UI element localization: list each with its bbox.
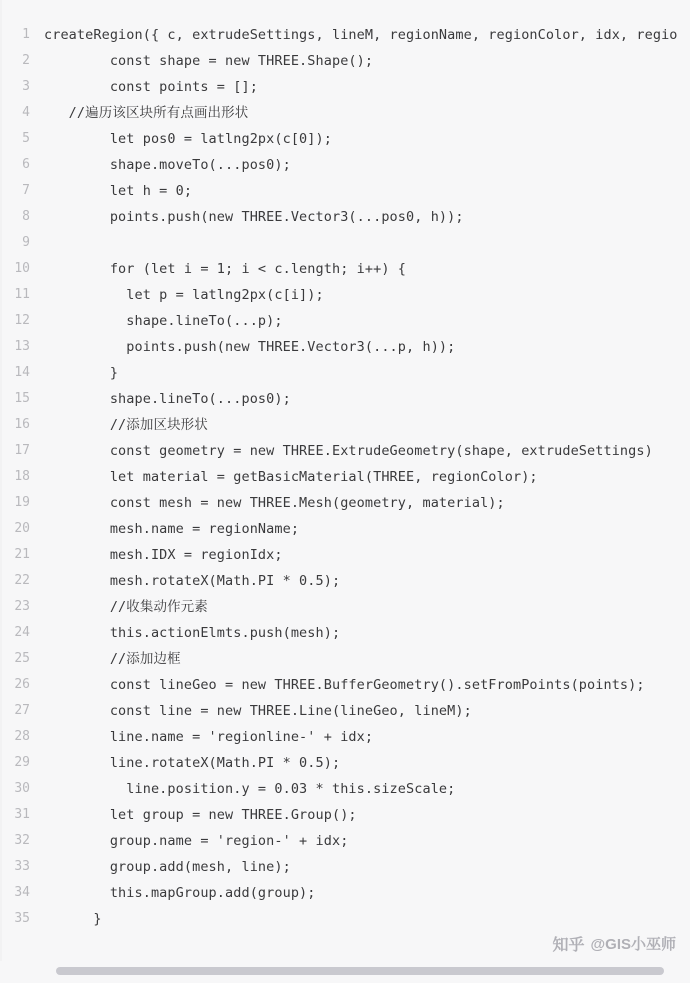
line-content: let material = getBasicMaterial(THREE, regionColor); bbox=[44, 469, 538, 485]
line-number: 14 bbox=[14, 365, 30, 380]
line-number: 32 bbox=[14, 833, 30, 848]
line-number: 18 bbox=[14, 469, 30, 484]
line-number: 28 bbox=[14, 729, 30, 744]
line-content: let pos0 = latlng2px(c[0]); bbox=[44, 131, 332, 147]
code-line bbox=[0, 672, 690, 698]
code-line bbox=[0, 906, 690, 932]
line-content: this.actionElmts.push(mesh); bbox=[44, 625, 341, 641]
code-line bbox=[0, 516, 690, 542]
line-content: } bbox=[44, 365, 119, 381]
code-line bbox=[0, 594, 690, 620]
code-line bbox=[0, 386, 690, 412]
line-content: line.rotateX(Math.PI * 0.5); bbox=[44, 755, 341, 771]
line-content: createRegion({ c, extrudeSettings, lineM, regionName, regionColor, idx, regio bbox=[44, 27, 678, 43]
line-number: 12 bbox=[14, 313, 30, 328]
zhihu-logo-icon: 知乎 bbox=[552, 937, 585, 954]
code-line bbox=[0, 854, 690, 880]
code-line bbox=[0, 412, 690, 438]
line-number: 16 bbox=[14, 417, 30, 432]
line-content: shape.moveTo(...pos0); bbox=[44, 157, 291, 173]
line-content: const shape = new THREE.Shape(); bbox=[44, 53, 374, 69]
line-number: 1 bbox=[22, 27, 30, 42]
line-content: shape.lineTo(...p); bbox=[44, 313, 283, 329]
code-line bbox=[0, 126, 690, 152]
line-content: mesh.IDX = regionIdx; bbox=[44, 547, 283, 563]
code-line bbox=[0, 802, 690, 828]
code-line bbox=[0, 620, 690, 646]
code-line bbox=[0, 74, 690, 100]
code-line bbox=[0, 490, 690, 516]
code-line bbox=[0, 334, 690, 360]
code-line bbox=[0, 750, 690, 776]
line-content: const line = new THREE.Line(lineGeo, lineM); bbox=[44, 703, 472, 719]
line-number: 13 bbox=[14, 339, 30, 354]
code-line bbox=[0, 776, 690, 802]
line-number: 2 bbox=[22, 53, 30, 68]
line-number: 30 bbox=[14, 781, 30, 796]
line-number: 23 bbox=[14, 599, 30, 614]
line-number: 11 bbox=[14, 287, 30, 302]
code-line bbox=[0, 464, 690, 490]
line-content: //添加边框 bbox=[44, 651, 181, 667]
line-content: //收集动作元素 bbox=[44, 599, 208, 615]
line-content: let h = 0; bbox=[44, 183, 193, 199]
line-number: 31 bbox=[14, 807, 30, 822]
code-line bbox=[0, 698, 690, 724]
line-number: 27 bbox=[14, 703, 30, 718]
line-number: 21 bbox=[14, 547, 30, 562]
line-content: let p = latlng2px(c[i]); bbox=[44, 287, 324, 303]
line-content: points.push(new THREE.Vector3(...p, h)); bbox=[44, 339, 456, 355]
line-number: 3 bbox=[22, 79, 30, 94]
horizontal-scrollbar-thumb[interactable] bbox=[56, 967, 664, 975]
watermark-author: @GIS小巫师 bbox=[590, 936, 676, 953]
line-content: //遍历该区块所有点画出形状 bbox=[44, 105, 249, 121]
code-line bbox=[0, 438, 690, 464]
line-content: group.name = 'region-' + idx; bbox=[44, 833, 349, 849]
code-line bbox=[0, 724, 690, 750]
line-number: 19 bbox=[14, 495, 30, 510]
line-content: this.mapGroup.add(group); bbox=[44, 885, 316, 901]
line-content: const lineGeo = new THREE.BufferGeometry().setFromPoints(points); bbox=[44, 677, 645, 693]
line-number: 8 bbox=[22, 209, 30, 224]
code-line bbox=[0, 880, 690, 906]
code-line bbox=[0, 308, 690, 334]
line-number: 9 bbox=[22, 235, 30, 250]
watermark bbox=[553, 932, 676, 955]
line-number: 26 bbox=[14, 677, 30, 692]
code-line bbox=[0, 282, 690, 308]
code-line bbox=[0, 542, 690, 568]
line-number: 6 bbox=[22, 157, 30, 172]
line-number: 33 bbox=[14, 859, 30, 874]
line-number: 20 bbox=[14, 521, 30, 536]
line-content: const mesh = new THREE.Mesh(geometry, material); bbox=[44, 495, 505, 511]
line-content: mesh.rotateX(Math.PI * 0.5); bbox=[44, 573, 341, 589]
line-number: 7 bbox=[22, 183, 30, 198]
line-content: mesh.name = regionName; bbox=[44, 521, 300, 537]
code-line bbox=[0, 230, 690, 256]
line-content: const geometry = new THREE.ExtrudeGeometry(shape, extrudeSettings) bbox=[44, 443, 653, 459]
line-number: 5 bbox=[22, 131, 30, 146]
line-number: 15 bbox=[14, 391, 30, 406]
line-content: line.name = 'regionline-' + idx; bbox=[44, 729, 374, 745]
line-content: line.position.y = 0.03 * this.sizeScale; bbox=[44, 781, 456, 797]
line-number: 17 bbox=[14, 443, 30, 458]
code-line bbox=[0, 178, 690, 204]
code-line bbox=[0, 828, 690, 854]
code-line bbox=[0, 48, 690, 74]
line-content: let group = new THREE.Group(); bbox=[44, 807, 357, 823]
line-content: for (let i = 1; i < c.length; i++) { bbox=[44, 261, 407, 277]
code-line bbox=[0, 204, 690, 230]
line-content: const points = []; bbox=[44, 79, 258, 95]
line-number: 24 bbox=[14, 625, 30, 640]
horizontal-scrollbar-track[interactable] bbox=[0, 961, 690, 983]
code-line bbox=[0, 646, 690, 672]
line-number: 35 bbox=[14, 911, 30, 926]
code-line bbox=[0, 152, 690, 178]
line-number: 34 bbox=[14, 885, 30, 900]
line-number: 25 bbox=[14, 651, 30, 666]
line-number: 22 bbox=[14, 573, 30, 588]
line-content: } bbox=[44, 911, 102, 927]
line-content: points.push(new THREE.Vector3(...pos0, h)); bbox=[44, 209, 464, 225]
line-number: 10 bbox=[14, 261, 30, 276]
line-content: group.add(mesh, line); bbox=[44, 859, 291, 875]
code-line bbox=[0, 100, 690, 126]
code-line bbox=[0, 22, 690, 48]
line-content: //添加区块形状 bbox=[44, 417, 208, 433]
code-line bbox=[0, 360, 690, 386]
line-number: 4 bbox=[22, 105, 30, 120]
line-content: shape.lineTo(...pos0); bbox=[44, 391, 291, 407]
code-line bbox=[0, 256, 690, 282]
line-number: 29 bbox=[14, 755, 30, 770]
code-line bbox=[0, 568, 690, 594]
